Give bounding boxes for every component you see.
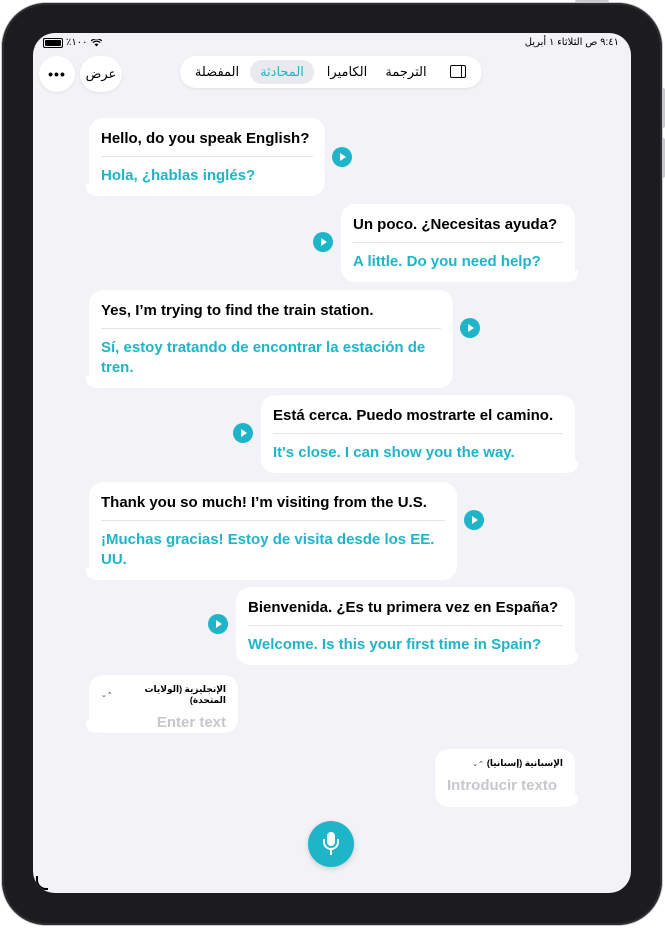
tab-translate[interactable]: الترجمة (385, 64, 427, 79)
message-translation-text: A little. Do you need help? (353, 253, 541, 270)
message-source-text: Un poco. ¿Necesitas ayuda? (353, 215, 563, 243)
english-language-label: الإنجليزية (الولايات المتحدة) (144, 684, 226, 705)
message-bubble-3 (89, 290, 453, 388)
tab-conversation[interactable]: المحادثة (250, 60, 314, 84)
battery-percent: ٪١٠٠ (66, 37, 88, 48)
message-bubble-2 (341, 204, 575, 282)
play-icon[interactable] (233, 423, 253, 443)
message-translation-text: Welcome. Is this your first time in Spain? (248, 636, 542, 653)
message-source-text: Yes, I’m trying to find the train station. (101, 301, 441, 329)
english-input-card (89, 675, 238, 733)
status-datetime: ٩:٤١ ص الثلاثاء ١ أبريل (524, 37, 619, 48)
microphone-button[interactable] (308, 821, 354, 867)
chevron-updown-icon: ⌃⌄ (101, 692, 113, 699)
play-icon[interactable] (313, 232, 333, 252)
sidebar-icon[interactable] (450, 65, 466, 78)
microphone-icon-stem (330, 850, 332, 855)
microphone-icon-cup (323, 839, 339, 850)
chevron-updown-icon: ⌃⌄ (472, 760, 484, 768)
message-source-text: Está cerca. Puedo mostrarte el camino. (273, 406, 563, 434)
spanish-text-input[interactable] (447, 777, 563, 794)
message-bubble-5 (89, 482, 457, 580)
status-battery (43, 37, 102, 48)
spanish-input-card (435, 749, 575, 807)
message-translation-text: Hola, ¿hablas inglés? (101, 167, 256, 184)
spanish-language-picker[interactable] (447, 758, 563, 769)
message-source-text: Bienvenida. ¿Es tu primera vez en España? (248, 598, 563, 626)
message-translation-text: It's close. I can show you the way. (273, 444, 515, 461)
view-button[interactable]: عرض (80, 56, 122, 92)
message-translation-text: Sí, estoy tratando de encontrar la estación de tren. (101, 339, 426, 376)
tab-favorites[interactable]: المفضلة (194, 64, 240, 79)
message-translation-text: ¡Muchas gracias! Estoy de visita desde los EE. UU. (101, 531, 435, 568)
play-icon[interactable] (460, 318, 480, 338)
app-screen (33, 33, 631, 893)
message-bubble-1 (89, 118, 325, 196)
message-source-text: Hello, do you speak English? (101, 129, 313, 157)
tab-camera[interactable]: الكاميرا (326, 64, 368, 79)
message-source-text: Thank you so much! I’m visiting from the U.S. (101, 493, 445, 521)
play-icon[interactable] (332, 147, 352, 167)
battery-icon (43, 38, 63, 48)
message-bubble-6 (236, 587, 575, 665)
message-bubble-4 (261, 395, 575, 473)
wifi-icon (91, 39, 102, 47)
english-language-picker[interactable] (101, 684, 226, 706)
mode-segmented-control (180, 56, 482, 88)
spanish-language-label: الإسبانية (إسبانيا) (486, 758, 563, 768)
play-icon[interactable] (464, 510, 484, 530)
english-text-input[interactable] (101, 714, 226, 731)
more-button[interactable]: ••• (39, 56, 75, 92)
play-icon[interactable] (208, 614, 228, 634)
